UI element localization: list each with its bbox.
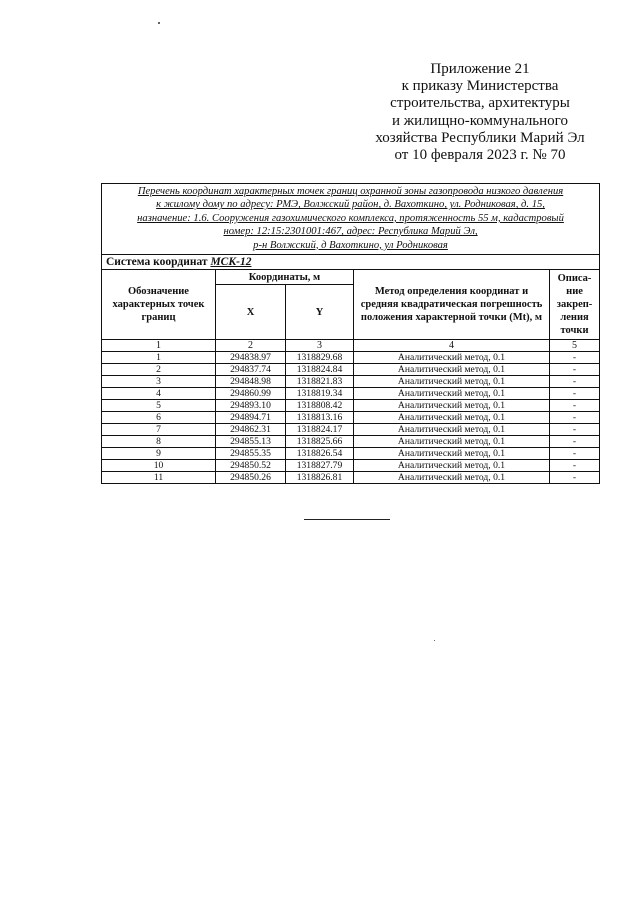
table-row <box>102 364 600 376</box>
description-cell: - <box>550 376 600 388</box>
description-cell: - <box>550 448 600 460</box>
x-coordinate: 294850.52 <box>216 460 286 472</box>
x-coordinate: 294860.99 <box>216 388 286 400</box>
point-number: 4 <box>102 388 216 400</box>
table-title-line: р-н Волжский, д Вахоткино, ул Родниковая <box>253 239 448 251</box>
x-coordinate: 294838.97 <box>216 352 286 364</box>
y-coordinate: 1318813.16 <box>286 412 354 424</box>
appendix-header <box>360 61 600 164</box>
scan-speck <box>158 22 160 24</box>
point-number: 5 <box>102 400 216 412</box>
header-line: строительства, архитектуры <box>390 95 570 112</box>
method-cell: Аналитический метод, 0.1 <box>354 436 550 448</box>
y-coordinate: 1318821.83 <box>286 376 354 388</box>
point-number: 10 <box>102 460 216 472</box>
table-row <box>102 460 600 472</box>
method-cell: Аналитический метод, 0.1 <box>354 424 550 436</box>
method-cell: Аналитический метод, 0.1 <box>354 388 550 400</box>
table-title-line: номер: 12:15:2301001:467, адрес: Республика Марий Эл, <box>223 226 478 238</box>
description-cell: - <box>550 388 600 400</box>
y-coordinate: 1318808.42 <box>286 400 354 412</box>
x-coordinate: 294855.13 <box>216 436 286 448</box>
separator-line <box>304 519 390 520</box>
column-number: 1 <box>102 340 216 352</box>
y-coordinate: 1318824.84 <box>286 364 354 376</box>
column-header-y: Y <box>286 285 354 340</box>
description-cell: - <box>550 424 600 436</box>
header-line: к приказу Министерства <box>401 78 559 95</box>
y-coordinate: 1318825.66 <box>286 436 354 448</box>
method-cell: Аналитический метод, 0.1 <box>354 460 550 472</box>
x-coordinate: 294848.98 <box>216 376 286 388</box>
column-number-row <box>102 340 600 352</box>
method-cell: Аналитический метод, 0.1 <box>354 352 550 364</box>
scan-speck <box>434 640 435 641</box>
coordinate-system-value: МСК-12 <box>210 256 252 269</box>
x-coordinate: 294894.71 <box>216 412 286 424</box>
point-number: 8 <box>102 436 216 448</box>
y-coordinate: 1318827.79 <box>286 460 354 472</box>
header-line: от 10 февраля 2023 г. № 70 <box>394 147 566 164</box>
y-coordinate: 1318824.17 <box>286 424 354 436</box>
point-number: 9 <box>102 448 216 460</box>
column-header-designation: Обозначение характерных точек границ <box>102 270 216 340</box>
description-cell: - <box>550 472 600 484</box>
y-coordinate: 1318826.81 <box>286 472 354 484</box>
y-coordinate: 1318819.34 <box>286 388 354 400</box>
table-title <box>102 184 600 255</box>
column-header-coordinates: Координаты, м <box>216 270 354 285</box>
coordinate-system-row <box>102 255 600 270</box>
description-cell: - <box>550 460 600 472</box>
point-number: 2 <box>102 364 216 376</box>
x-coordinate: 294850.26 <box>216 472 286 484</box>
table-row <box>102 448 600 460</box>
table-body <box>102 352 600 484</box>
x-coordinate: 294837.74 <box>216 364 286 376</box>
point-number: 11 <box>102 472 216 484</box>
table-title-line: назначение: 1.6. Сооружения газохимического комплекса, протяженность 55 м, кадастровый <box>137 212 564 224</box>
method-cell: Аналитический метод, 0.1 <box>354 472 550 484</box>
column-number: 2 <box>216 340 286 352</box>
column-header-method: Метод определения координат и средняя квадратическая погрешность положения характерной точки (Mt), м <box>354 270 550 340</box>
point-number: 7 <box>102 424 216 436</box>
method-cell: Аналитический метод, 0.1 <box>354 364 550 376</box>
coordinate-system-label: Система координат <box>106 256 208 269</box>
description-cell: - <box>550 400 600 412</box>
column-number: 3 <box>286 340 354 352</box>
x-coordinate: 294862.31 <box>216 424 286 436</box>
table-title-line: Перечень координат характерных точек границ охранной зоны газопровода низкого давления <box>137 186 564 197</box>
description-cell: - <box>550 364 600 376</box>
column-number: 4 <box>354 340 550 352</box>
column-number: 5 <box>550 340 600 352</box>
table-row <box>102 472 600 484</box>
method-cell: Аналитический метод, 0.1 <box>354 400 550 412</box>
table-row <box>102 352 600 364</box>
description-cell: - <box>550 436 600 448</box>
table-title-line: к жилому дому по адресу: РМЭ, Волжский район, д. Вахоткино, ул. Родниковая, д. 15, <box>156 199 545 211</box>
description-cell: - <box>550 352 600 364</box>
table-row <box>102 412 600 424</box>
x-coordinate: 294855.35 <box>216 448 286 460</box>
table-row <box>102 376 600 388</box>
y-coordinate: 1318829.68 <box>286 352 354 364</box>
y-coordinate: 1318826.54 <box>286 448 354 460</box>
column-header-description: Описа-ние закреп-ления точки <box>550 270 600 340</box>
description-cell: - <box>550 412 600 424</box>
point-number: 3 <box>102 376 216 388</box>
header-line: Приложение 21 <box>430 61 530 77</box>
coordinates-table <box>101 183 600 484</box>
point-number: 6 <box>102 412 216 424</box>
x-coordinate: 294893.10 <box>216 400 286 412</box>
column-header-x: X <box>216 285 286 340</box>
method-cell: Аналитический метод, 0.1 <box>354 376 550 388</box>
table-row <box>102 424 600 436</box>
table-row <box>102 388 600 400</box>
method-cell: Аналитический метод, 0.1 <box>354 448 550 460</box>
method-cell: Аналитический метод, 0.1 <box>354 412 550 424</box>
table-row <box>102 436 600 448</box>
point-number: 1 <box>102 352 216 364</box>
table-row <box>102 400 600 412</box>
header-line: хозяйства Республики Марий Эл <box>375 129 585 146</box>
header-line: и жилищно-коммунального <box>392 112 568 129</box>
